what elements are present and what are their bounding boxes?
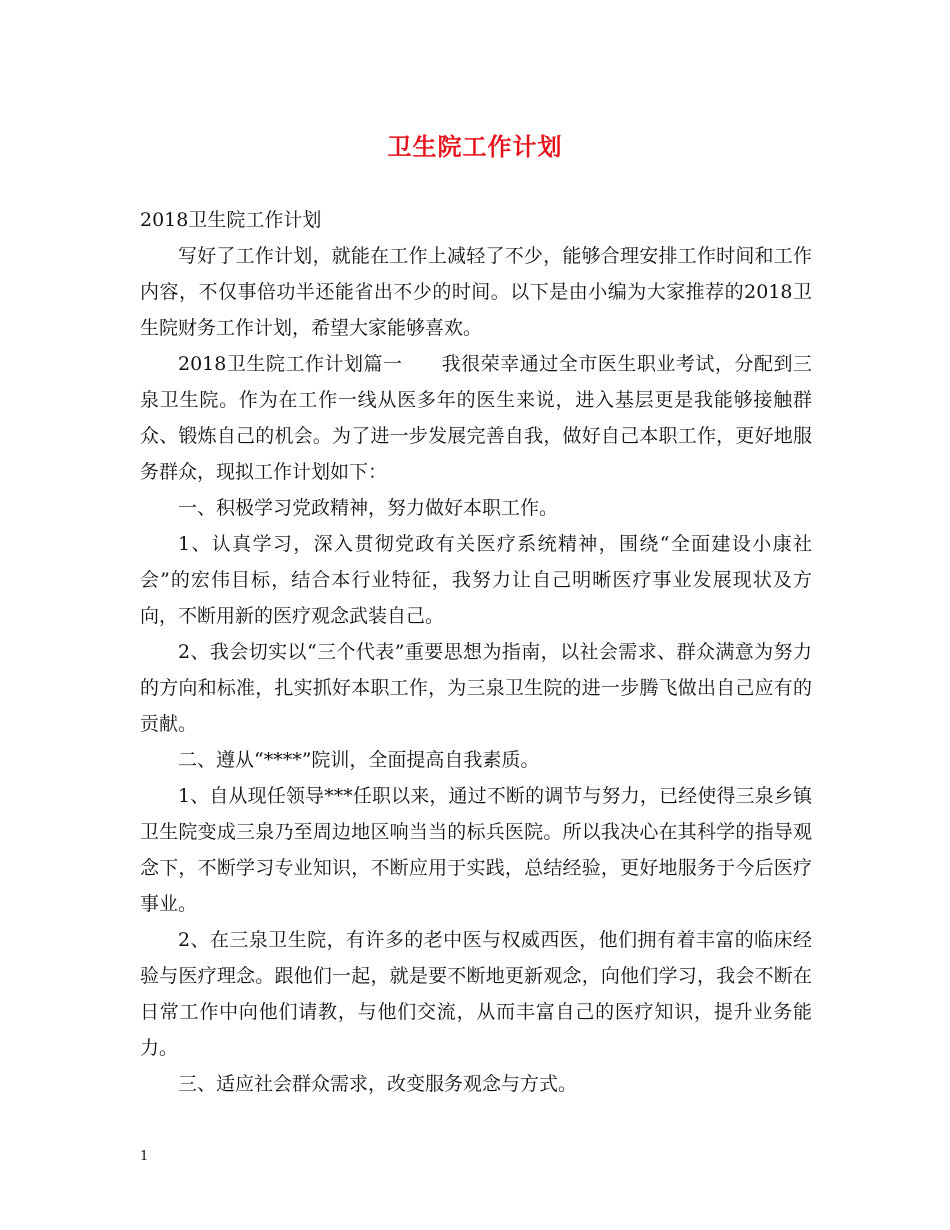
document-body <box>140 202 812 1102</box>
document-subtitle: 2018卫生院工作计划 <box>140 209 322 231</box>
paragraph-intro: 写好了工作计划，就能在工作上减轻了不少，能够合理安排工作时间和工作内容，不仅事倍功半还能省出不少的时间。以下是由小编为大家推荐的2018卫生院财务工作计划，希望大家能够喜欢。 <box>140 245 812 339</box>
paragraph-1-2: 2、我会切实以“三个代表”重要思想为指南，以社会需求、群众满意为努力的方向和标准，扎实抓好本职工作，为三泉卫生院的进一步腾飞做出自己应有的贡献。 <box>140 641 812 735</box>
section-heading-1: 一、积极学习党政精神，努力做好本职工作。 <box>178 497 559 519</box>
document-title: 卫生院工作计划 <box>387 132 563 161</box>
paragraph-2-1: 1、自从现任领导***任职以来，通过不断的调节与努力，已经使得三泉乡镇卫生院变成三泉乃至周边地区响当当的标兵医院。所以我决心在其科学的指导观念下，不断学习专业知识，不断应用于实践，总结经验，更好地服务于今后医疗事业。 <box>140 785 812 915</box>
paragraph-1-1: 1、认真学习，深入贯彻党政有关医疗系统精神，围绕“全面建设小康社会”的宏伟目标，结合本行业特征，我努力让自己明晰医疗事业发展现状及方向，不断用新的医疗观念武装自己。 <box>140 533 812 627</box>
paragraph-part-one: 2018卫生院工作计划篇一 我很荣幸通过全市医生职业考试，分配到三泉卫生院。作为在工作一线从医多年的医生来说，进入基层更是我能够接触群众、锻炼自己的机会。为了进一步发展完善自我，做好自己本职工作，更好地服务群众，现拟工作计划如下： <box>140 353 812 483</box>
section-heading-3: 三、适应社会群众需求，改变服务观念与方式。 <box>178 1073 578 1095</box>
page-number: 1 <box>140 1149 149 1164</box>
section-heading-2: 二、遵从“****”院训，全面提高自我素质。 <box>178 749 540 771</box>
paragraph-2-2: 2、在三泉卫生院，有许多的老中医与权威西医，他们拥有着丰富的临床经验与医疗理念。跟他们一起，就是要不断地更新观念，向他们学习，我会不断在日常工作中向他们请教，与他们交流，从而丰富自己的医疗知识，提升业务能力。 <box>140 929 812 1059</box>
